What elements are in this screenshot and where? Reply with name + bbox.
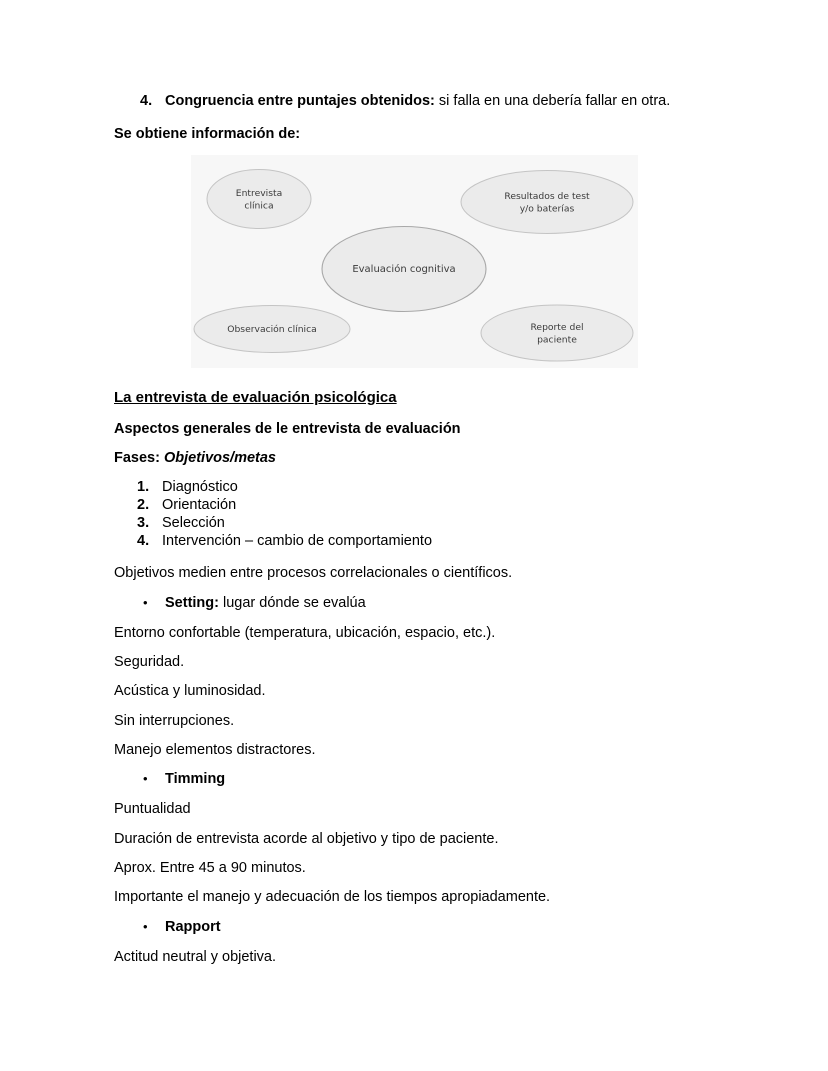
evaluacion-cognitiva-diagram — [191, 155, 638, 368]
setting-bullet-wrap — [114, 594, 714, 612]
subheading-wrap — [114, 420, 714, 438]
paragraph: Sin interrupciones. — [114, 713, 235, 729]
objetivos-note: Objetivos medien entre procesos correlacionales o científicos. — [114, 565, 513, 581]
list-marker: 4. — [140, 93, 153, 109]
fases-line — [114, 449, 714, 467]
bullet-icon: • — [143, 771, 148, 786]
fases-italic: Objetivos/metas — [163, 450, 276, 466]
setting-para-5-wrap — [114, 741, 714, 759]
section-heading: La entrevista de evaluación psicológica — [114, 389, 397, 406]
list-item-text: Intervención – cambio de comportamiento — [162, 533, 433, 550]
diagram-node-entrevista-clinica — [207, 170, 311, 229]
list-item — [114, 478, 714, 496]
diagram-node-label-line: Reporte del — [530, 322, 584, 333]
bullet-item-timming — [114, 770, 714, 788]
paragraph: Aprox. Entre 45 a 90 minutos. — [114, 860, 306, 876]
list-marker: 3. — [137, 515, 150, 532]
list-item-text: Orientación — [162, 497, 237, 514]
diagram-center-label: Evaluación cognitiva — [352, 264, 456, 275]
paragraph: Importante el manejo y adecuación de los tiempos apropiadamente. — [114, 889, 551, 905]
timming-para-3-wrap — [114, 859, 714, 877]
list-item-bold-text: Congruencia entre puntajes obtenidos: — [165, 93, 435, 109]
list-marker: 2. — [137, 497, 150, 514]
rapport-para-1-wrap — [114, 948, 714, 966]
fases-list — [114, 478, 714, 551]
fases-label: Fases: — [114, 450, 164, 466]
paragraph: Entorno confortable (temperatura, ubicación, espacio, etc.). — [114, 625, 496, 641]
diagram-node-reporte-del-paciente — [481, 305, 633, 361]
paragraph: Seguridad. — [114, 654, 185, 670]
bullet-bold-text: Rapport — [165, 919, 221, 935]
section-heading-wrap — [114, 389, 714, 408]
list-marker: 4. — [137, 533, 150, 550]
diagram-node-evaluacion-cognitiva — [322, 227, 486, 312]
bullet-icon: • — [143, 919, 148, 934]
objetivos-note-wrap — [114, 564, 714, 582]
list-item-rest-text: si falla en una debería fallar en otra. — [434, 93, 671, 109]
diagram-node-label-line: Resultados de test — [504, 191, 590, 202]
list-item — [114, 532, 714, 550]
timming-para-2-wrap — [114, 830, 714, 848]
fases-line-wrap — [114, 449, 714, 467]
list-item — [114, 514, 714, 532]
intro-heading: Se obtiene información de: — [114, 126, 301, 142]
diagram-node-label-line: Entrevista — [235, 188, 283, 199]
diagram-node-label-line: paciente — [537, 334, 577, 346]
list-marker: 1. — [137, 479, 150, 495]
timming-bullet-wrap — [114, 770, 714, 788]
bullet-rest-text: lugar dónde se evalúa — [218, 595, 366, 611]
bullet-icon: • — [143, 595, 148, 610]
bullet-item-setting — [114, 594, 714, 612]
top-numbered-item — [114, 92, 714, 110]
paragraph: Actitud neutral y objetiva. — [114, 949, 277, 965]
rapport-bullet-wrap — [114, 918, 714, 936]
timming-para-4-wrap — [114, 888, 714, 906]
list-item-text — [165, 92, 714, 110]
diagram-node-resultados-de-test — [461, 171, 633, 234]
diagram-node-label-line: Observación clínica — [227, 324, 317, 335]
paragraph: Acústica y luminosidad. — [114, 683, 266, 699]
bullet-bold-text: Timming — [165, 771, 226, 787]
setting-para-3-wrap — [114, 682, 714, 700]
diagram-node-label-line: y/o baterías — [519, 203, 575, 215]
intro-heading-wrap — [114, 125, 714, 143]
bullet-bold-text: Setting: — [165, 595, 219, 611]
diagram-node-observacion-clinica — [194, 306, 350, 353]
paragraph: Manejo elementos distractores. — [114, 742, 316, 758]
diagram-node-label-line: clínica — [244, 200, 274, 212]
paragraph: Puntualidad — [114, 801, 191, 817]
list-item — [114, 92, 714, 110]
list-item — [114, 496, 714, 514]
list-item-text: Diagnóstico — [162, 479, 238, 495]
list-item-text: Selección — [162, 515, 225, 532]
setting-para-2-wrap — [114, 653, 714, 671]
timming-para-1-wrap — [114, 800, 714, 818]
bullet-item-text — [165, 594, 714, 612]
setting-para-4-wrap — [114, 712, 714, 730]
setting-para-1-wrap — [114, 624, 714, 642]
bullet-item-rapport — [114, 918, 714, 936]
subheading: Aspectos generales de le entrevista de evaluación — [114, 421, 461, 437]
paragraph: Duración de entrevista acorde al objetivo y tipo de paciente. — [114, 831, 499, 847]
